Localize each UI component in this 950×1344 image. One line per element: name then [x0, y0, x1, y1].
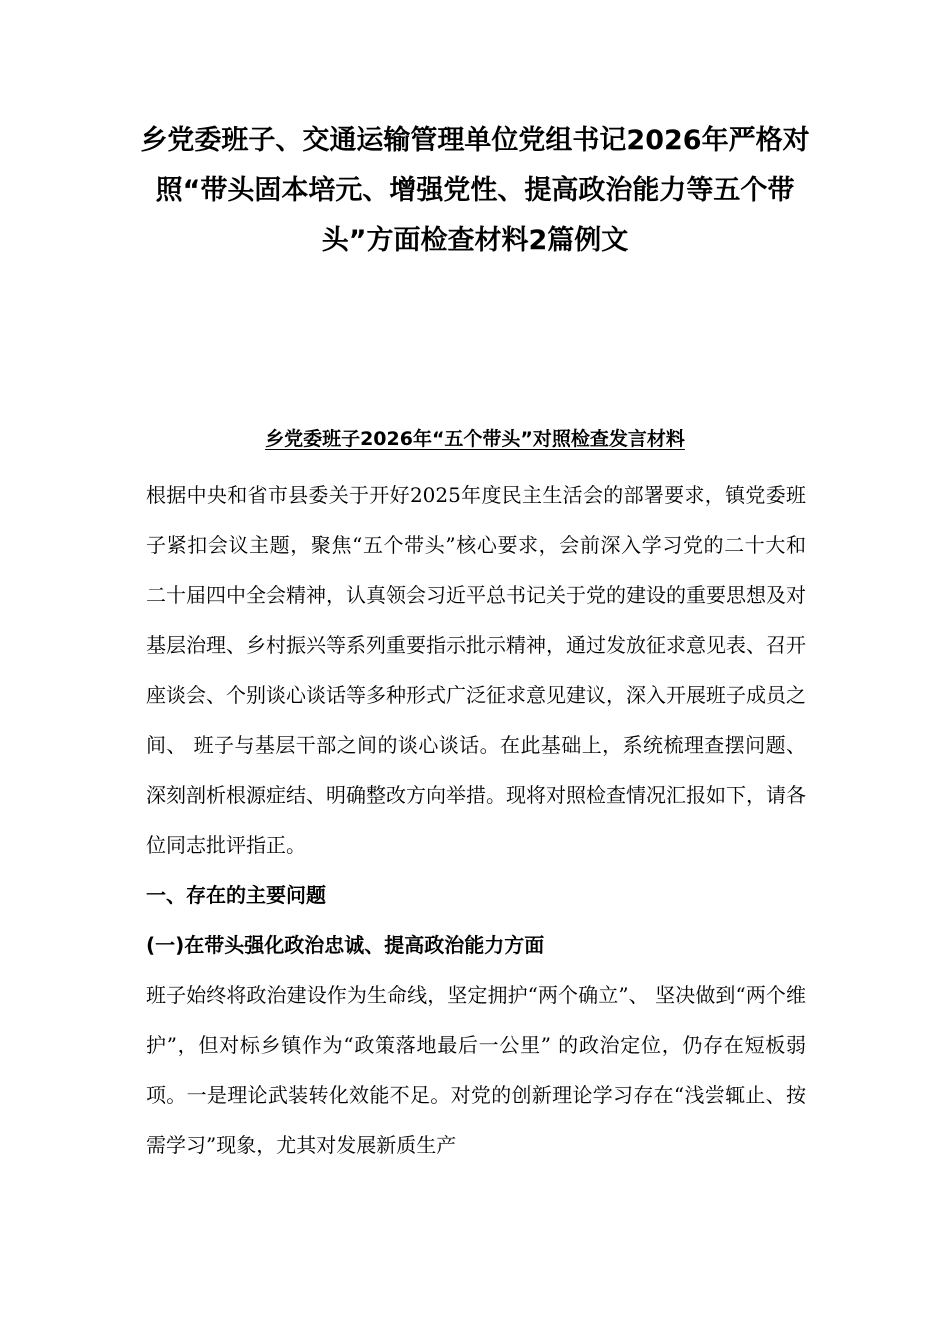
document-body: [146, 470, 806, 1170]
heading-main-problems: 一、存在的主要问题: [146, 883, 326, 907]
heading-political-loyalty: (一)在带头强化政治忠诚、提高政治能力方面: [146, 933, 545, 957]
document-title: 乡党委班子、交通运输管理单位党组书记2026年严格对照“带头固本培元、增强党性、提高政治能力等五个带头”方面检查材料2篇例文: [140, 125, 810, 256]
section-title: 乡党委班子2026年“五个带头”对照检查发言材料: [265, 428, 685, 450]
intro-paragraph: 根据中央和省市县委关于开好2025年度民主生活会的部署要求，镇党委班子紧扣会议主题，聚焦“五个带头”核心要求，会前深入学习党的二十大和二十届四中全会精神，认真领会习近平总书记关于党的建设的重要思想及对基层治理、乡村振兴等系列重要指示批示精神，通过发放征求意见表、召开座谈会、个别谈心谈话等多种形式广泛征求意见建议，深入开展班子成员之间、 班子与基层干部之间的谈心谈话。在此基础上，系统梳理查摆问题、深刻剖析根源症结、明确整改方向举措。现将对照检查情况汇报如下，请各位同志批评指正。: [146, 483, 806, 857]
body-paragraph: 班子始终将政治建设作为生命线，坚定拥护“两个确立”、 坚决做到“两个维护”，但对标乡镇作为“政策落地最后一公里” 的政治定位，仍存在短板弱项。一是理论武装转化效能不足。对党的创新理论学习存在“浅尝辄止、按需学习”现象，尤其对发展新质生产: [146, 983, 806, 1157]
